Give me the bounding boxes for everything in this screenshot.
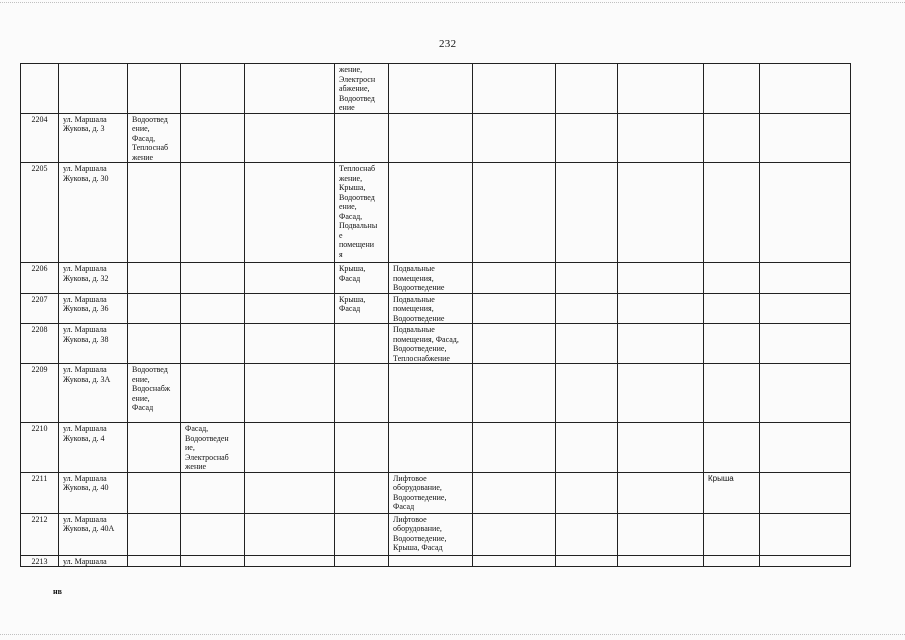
work-type-cell [181, 364, 245, 423]
table-row [21, 555, 851, 567]
work-type-cell [128, 64, 181, 114]
work-type-cell [181, 293, 245, 324]
work-type-cell [245, 472, 335, 513]
row-number-cell: 2204 [21, 113, 59, 163]
work-type-cell [389, 423, 473, 473]
work-type-cell: Водоотвед ение, Фасад, Теплоснаб жение [128, 113, 181, 163]
work-type-cell [618, 64, 704, 114]
table-row [21, 64, 851, 114]
work-type-cell [704, 64, 760, 114]
work-type-cell [128, 324, 181, 364]
footer-mark: нв [53, 587, 62, 596]
row-number-cell: 2205 [21, 163, 59, 263]
work-type-cell [618, 263, 704, 294]
table-row [21, 364, 851, 423]
work-type-cell [389, 163, 473, 263]
work-type-cell [389, 555, 473, 567]
table-row [21, 293, 851, 324]
work-type-cell [245, 364, 335, 423]
work-type-cell [556, 555, 618, 567]
address-cell: ул. Маршала Жукова, д. 32 [59, 263, 128, 294]
work-type-cell [128, 423, 181, 473]
work-type-cell [181, 113, 245, 163]
work-type-cell [556, 163, 618, 263]
work-type-cell [473, 263, 556, 294]
table-row [21, 472, 851, 513]
work-type-cell [181, 513, 245, 555]
row-number-cell: 2206 [21, 263, 59, 294]
work-type-cell: Лифтовое оборудование, Водоотведение, Фасад [389, 472, 473, 513]
work-type-cell [760, 64, 851, 114]
work-type-cell [389, 113, 473, 163]
work-type-cell: Лифтовое оборудование, Водоотведение, Крыша, Фасад [389, 513, 473, 555]
table-row [21, 423, 851, 473]
work-type-cell [335, 324, 389, 364]
work-type-cell [704, 163, 760, 263]
work-type-cell: Подвальные помещения, Фасад, Водоотведение, Теплоснабжение [389, 324, 473, 364]
address-cell: ул. Маршала Жукова, д. 40 [59, 472, 128, 513]
work-type-cell: Фасад, Водоотведен ие, Электроснаб жение [181, 423, 245, 473]
work-type-cell [618, 113, 704, 163]
work-type-cell [128, 555, 181, 567]
work-type-cell [181, 324, 245, 364]
work-type-cell [335, 472, 389, 513]
work-type-cell: жение, Электросн абжение, Водоотвед ение [335, 64, 389, 114]
work-type-cell [618, 555, 704, 567]
work-type-cell [335, 555, 389, 567]
work-type-cell [618, 324, 704, 364]
work-type-cell [473, 324, 556, 364]
table-row [21, 163, 851, 263]
scan-edge-bottom [0, 634, 905, 637]
work-type-cell: Крыша, Фасад [335, 263, 389, 294]
work-type-cell [245, 113, 335, 163]
table-row [21, 324, 851, 364]
work-type-cell [618, 293, 704, 324]
work-type-cell [618, 472, 704, 513]
work-type-cell [335, 513, 389, 555]
work-type-cell [760, 293, 851, 324]
row-number-cell: 2210 [21, 423, 59, 473]
address-cell: ул. Маршала Жукова, д. 3А [59, 364, 128, 423]
table-row [21, 113, 851, 163]
work-type-cell [335, 423, 389, 473]
work-type-cell [473, 364, 556, 423]
address-cell: ул. Маршала [59, 555, 128, 567]
work-type-cell [245, 263, 335, 294]
work-type-cell [128, 293, 181, 324]
work-type-cell [618, 423, 704, 473]
address-cell: ул. Маршала Жукова, д. 40А [59, 513, 128, 555]
work-type-cell [760, 263, 851, 294]
work-type-cell [245, 64, 335, 114]
work-type-cell [181, 472, 245, 513]
row-number-cell: 2209 [21, 364, 59, 423]
address-cell: ул. Маршала Жукова, д. 38 [59, 324, 128, 364]
work-type-cell [618, 513, 704, 555]
work-type-cell [473, 163, 556, 263]
table-row [21, 263, 851, 294]
work-type-cell [704, 555, 760, 567]
work-type-cell: Подвальные помещения, Водоотведение [389, 293, 473, 324]
work-type-cell [335, 364, 389, 423]
work-type-cell [704, 113, 760, 163]
work-type-cell [556, 64, 618, 114]
row-number-cell: 2211 [21, 472, 59, 513]
work-type-cell [181, 555, 245, 567]
row-number-cell: 2212 [21, 513, 59, 555]
work-type-cell [704, 423, 760, 473]
row-number-cell: 2208 [21, 324, 59, 364]
work-type-cell [389, 364, 473, 423]
work-type-cell [704, 513, 760, 555]
page-number: 232 [439, 38, 457, 50]
address-cell [59, 64, 128, 114]
work-type-cell [760, 513, 851, 555]
work-type-cell: Теплоснаб жение, Крыша, Водоотвед ение, Фасад, Подвальны е помещени я [335, 163, 389, 263]
work-type-cell [618, 163, 704, 263]
work-type-cell [245, 163, 335, 263]
work-type-cell [181, 263, 245, 294]
work-type-cell [181, 64, 245, 114]
work-type-cell: Водоотвед ение, Водоснабж ение, Фасад [128, 364, 181, 423]
work-type-cell [389, 64, 473, 114]
work-type-cell [473, 423, 556, 473]
work-type-cell: Крыша [704, 472, 760, 513]
work-type-cell [245, 423, 335, 473]
work-type-cell [760, 113, 851, 163]
work-type-cell [473, 64, 556, 114]
repair-schedule-table [20, 63, 851, 567]
work-type-cell [618, 364, 704, 423]
work-type-cell [128, 163, 181, 263]
work-type-cell [704, 324, 760, 364]
work-type-cell [245, 513, 335, 555]
work-type-cell [473, 513, 556, 555]
work-type-cell [556, 293, 618, 324]
work-type-cell [245, 293, 335, 324]
work-type-cell [760, 472, 851, 513]
address-cell: ул. Маршала Жукова, д. 4 [59, 423, 128, 473]
work-type-cell [760, 364, 851, 423]
address-cell: ул. Маршала Жукова, д. 36 [59, 293, 128, 324]
work-type-cell [473, 555, 556, 567]
work-type-cell [335, 113, 389, 163]
work-type-cell [760, 423, 851, 473]
work-type-cell [473, 472, 556, 513]
work-type-cell [556, 472, 618, 513]
work-type-cell [704, 364, 760, 423]
work-type-cell [556, 324, 618, 364]
work-type-cell [556, 113, 618, 163]
work-type-cell [704, 293, 760, 324]
row-number-cell: 2213 [21, 555, 59, 567]
work-type-cell [181, 163, 245, 263]
work-type-cell [556, 513, 618, 555]
work-type-cell [760, 324, 851, 364]
work-type-cell [245, 324, 335, 364]
row-number-cell [21, 64, 59, 114]
work-type-cell: Крыша, Фасад [335, 293, 389, 324]
work-type-cell [473, 113, 556, 163]
scan-edge-top [0, 2, 905, 5]
work-type-cell [760, 555, 851, 567]
work-type-cell [556, 263, 618, 294]
row-number-cell: 2207 [21, 293, 59, 324]
work-type-cell [128, 513, 181, 555]
work-type-cell [128, 472, 181, 513]
work-type-cell [760, 163, 851, 263]
work-type-cell [473, 293, 556, 324]
address-cell: ул. Маршала Жукова, д. 30 [59, 163, 128, 263]
work-type-cell [556, 423, 618, 473]
work-type-cell [556, 364, 618, 423]
table-row [21, 513, 851, 555]
work-type-cell [704, 263, 760, 294]
work-type-cell [245, 555, 335, 567]
address-cell: ул. Маршала Жукова, д. 3 [59, 113, 128, 163]
work-type-cell [128, 263, 181, 294]
work-type-cell: Подвальные помещения, Водоотведение [389, 263, 473, 294]
